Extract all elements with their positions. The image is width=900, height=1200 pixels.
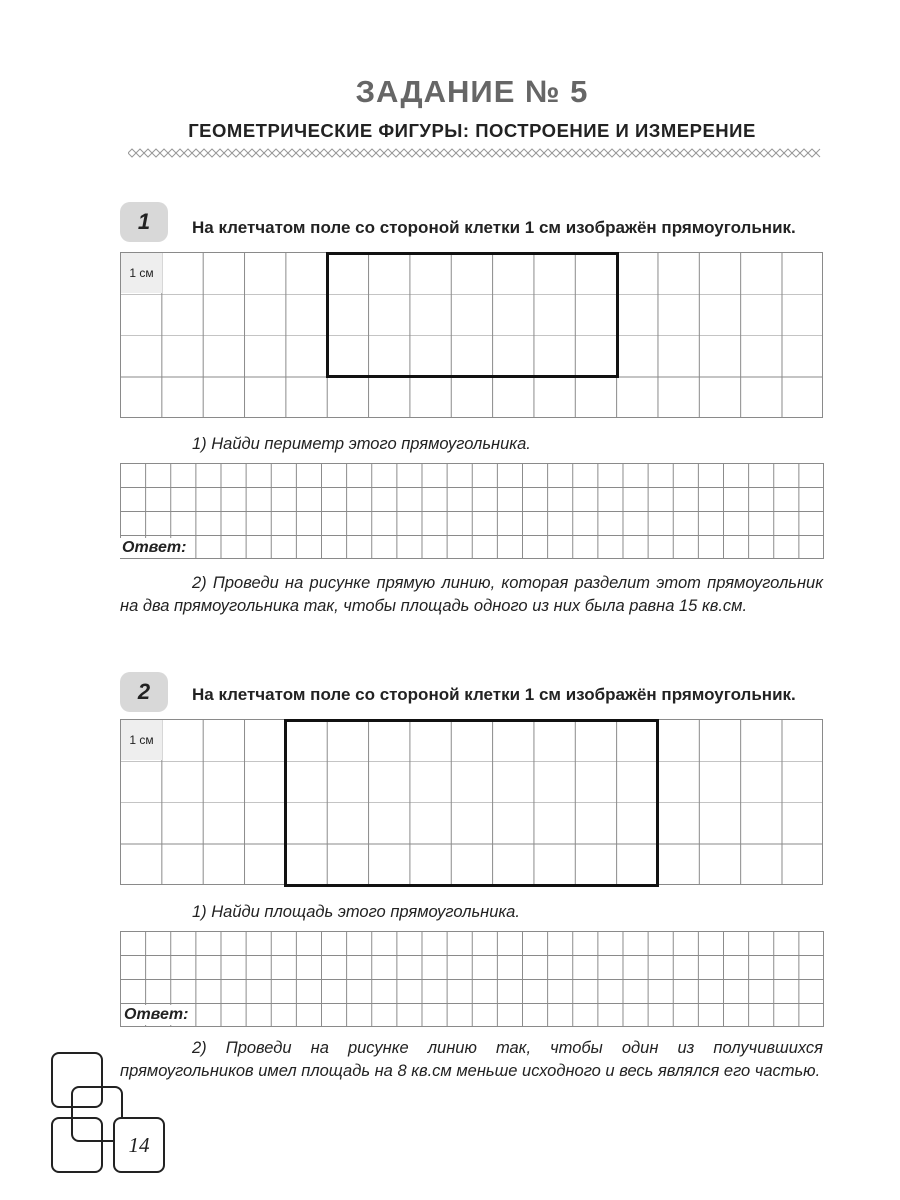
question-2: 2) Проведи на рисунке линию так, чтобы один из получившихся прямоугольников имел площадь на 8 кв.см меньше исходного и весь являлся его частью. xyxy=(120,1039,823,1080)
drawn-rectangle xyxy=(284,719,659,887)
answer-grid[interactable] xyxy=(120,463,824,559)
decorative-zigzag-divider xyxy=(128,147,822,159)
task-number-badge xyxy=(120,672,168,712)
answer-label: Ответ: xyxy=(122,539,187,556)
grid-scale-label: 1 см xyxy=(121,253,162,293)
answer-grid[interactable] xyxy=(120,931,824,1027)
answer-label: Ответ: xyxy=(124,1006,189,1023)
task-statement: На клетчатом поле со стороной клетки 1 см изображён прямоугольник. xyxy=(192,218,796,237)
page-title: ЗАДАНИЕ № 5 xyxy=(355,74,589,109)
task-number-badge xyxy=(120,202,168,242)
question-1: 1) Найди площадь этого прямоугольника. xyxy=(192,903,520,921)
task-number: 2 xyxy=(137,679,151,704)
task-grid xyxy=(120,719,823,885)
task-statement: На клетчатом поле со стороной клетки 1 см изображён прямоугольник. xyxy=(192,685,796,704)
drawn-rectangle xyxy=(326,252,619,378)
question-1: 1) Найди периметр этого прямоугольника. xyxy=(192,435,531,453)
page-number: 14 xyxy=(128,1132,150,1157)
task-number: 1 xyxy=(137,209,151,234)
task-grid xyxy=(120,252,823,418)
page-subtitle: ГЕОМЕТРИЧЕСКИЕ ФИГУРЫ: ПОСТРОЕНИЕ И ИЗМЕРЕНИЕ xyxy=(188,120,756,141)
question-2: 2) Проведи на рисунке прямую линию, которая разделит этот прямоугольник на два прямоугольника так, чтобы площадь одного из них была равна 15 кв.см. xyxy=(120,574,823,615)
grid-scale-label: 1 см xyxy=(121,720,162,760)
